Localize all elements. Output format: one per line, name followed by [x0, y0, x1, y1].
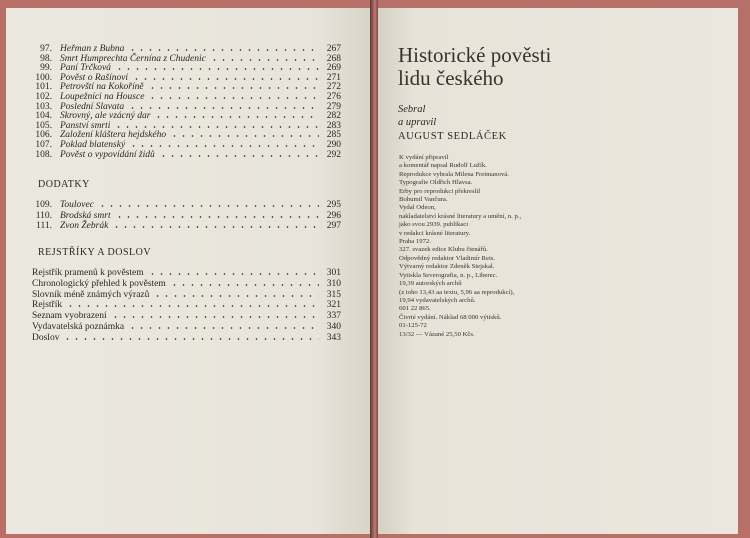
toc-entry-title: Loupežníci na Housce	[60, 92, 145, 102]
toc-entry-title: Seznam vyobrazení	[32, 311, 107, 322]
toc-entry-number: 106.	[35, 130, 52, 141]
toc-entry-page: 272	[326, 82, 341, 93]
toc-dot-leader	[115, 211, 319, 219]
toc-entry-title: Slovník méně známých výrazů	[32, 289, 150, 300]
toc-entry-number: 105.	[35, 120, 52, 131]
toc-dot-leader	[170, 130, 319, 138]
toc-entry-page: 296	[326, 210, 341, 221]
dodatky-heading: DODATKY	[38, 179, 90, 190]
toc-entry-number: 111.	[36, 221, 52, 231]
toc-entry-title: Poklad blatenský	[60, 140, 126, 150]
toc-entry-page: 283	[326, 120, 341, 131]
imprint-line: 19,39 autorských archů	[399, 280, 462, 288]
toc-entry-number: 101.	[35, 82, 52, 93]
toc-dot-leader	[210, 54, 319, 62]
toc-dot-leader	[132, 73, 319, 81]
toc-entry-number: 98.	[40, 53, 52, 64]
toc-entry-page: 279	[326, 101, 341, 112]
book-title-line: lidu českého	[398, 66, 504, 90]
book-title	[398, 44, 551, 90]
subtitle-line: Sebral	[398, 104, 426, 115]
toc-entry-title: Panství smrti	[60, 120, 111, 131]
imprint-line: Typografie Oldřich Hlavsa.	[399, 179, 473, 187]
toc-entry-title: Poslední Slavata	[60, 101, 125, 112]
toc-entry-title: Brodská smrt	[60, 210, 111, 221]
toc-dot-leader	[66, 300, 319, 308]
toc-entry-page: 343	[326, 332, 341, 343]
toc-dot-leader	[128, 102, 319, 110]
toc-dot-leader	[128, 322, 319, 330]
imprint-line: Praha 1972.	[399, 238, 431, 246]
toc-dot-leader	[170, 279, 319, 287]
toc-entry-page: 292	[326, 149, 341, 160]
toc-entry-number: 110.	[35, 210, 52, 221]
toc-entry	[18, 211, 341, 222]
toc-entry	[32, 322, 341, 333]
toc-entry-title: Doslov	[32, 332, 60, 343]
toc-entry	[32, 268, 341, 279]
toc-dot-leader	[159, 150, 319, 158]
toc-entry-page: 267	[326, 44, 341, 54]
toc-entry-number: 107.	[35, 140, 52, 150]
toc-dot-leader	[111, 311, 319, 319]
toc-dot-leader	[154, 111, 319, 119]
toc-entry-number: 100.	[35, 72, 52, 83]
imprint-line: Čtvrté vydání. Náklad 68 000 výtisků.	[399, 313, 502, 321]
toc-entry-page: 297	[326, 221, 341, 231]
author-name: AUGUST SEDLÁČEK	[398, 131, 507, 142]
toc-entry-title: Rejstřík pramenů k pověstem	[32, 268, 144, 278]
toc-entry-page: 290	[326, 140, 341, 150]
toc-entry-number: 99.	[40, 63, 52, 74]
toc-dot-leader	[63, 333, 319, 341]
toc-entry-page: 271	[326, 72, 341, 83]
toc-dot-leader	[129, 140, 319, 148]
toc-entry-page: 295	[326, 200, 341, 210]
toc-entry	[32, 300, 341, 311]
toc-entry-number: 97.	[40, 44, 52, 54]
imprint-line: 19,94 vydavatelských archů.	[399, 296, 476, 304]
toc-entry	[32, 290, 341, 301]
rejstriky-heading: REJSTŘÍKY A DOSLOV	[38, 247, 152, 258]
toc-dot-leader	[114, 121, 319, 129]
imprint-line: 13/32 — Vázané 25,50 Kčs.	[399, 330, 475, 338]
toc-entry-title: Paní Trčková	[60, 63, 111, 74]
toc-entry-page: 310	[326, 278, 341, 289]
imprint-line: Vytiskla Severografia, n. p., Liberec.	[399, 271, 498, 279]
imprint-line: 327. svazek edice Klubu čtenářů.	[399, 246, 488, 254]
imprint-line: 601 22 865.	[399, 305, 431, 313]
toc-dot-leader	[98, 200, 319, 208]
toc-entry-title: Petrovští na Kokoříně	[60, 82, 144, 93]
toc-entry-number: 108.	[35, 149, 52, 160]
toc-entry-title: Zvon Žebrák	[60, 221, 109, 231]
subtitle-line: a upravil	[398, 117, 437, 128]
toc-entry-number: 109.	[35, 200, 52, 210]
imprint-line: (z toho 13,43 aa textu, 5,96 aa reprodukcí),	[399, 288, 515, 296]
toc-entry-title: Heřman z Bubna	[60, 44, 125, 54]
toc-entry-page: 285	[326, 130, 341, 141]
imprint-line: nakladatelství krásné literatury a umění, n. p.,	[399, 212, 522, 220]
toc-entry-title: Vydavatelská poznámka	[32, 322, 125, 332]
toc-entry	[18, 150, 341, 161]
toc-dot-leader	[115, 63, 319, 71]
imprint-line: Odpovědný redaktor Vladimír Reis.	[399, 254, 496, 262]
imprint-line: a komentář napsal Rudolf Lužík.	[399, 162, 487, 170]
toc-dot-leader	[112, 221, 319, 229]
toc-entry-number: 103.	[35, 101, 52, 112]
imprint-line: Bohumil Vančura.	[399, 196, 448, 204]
toc-entry-page: 268	[326, 53, 341, 64]
toc-entry-title: Chronologický přehled k pověstem	[32, 278, 166, 289]
toc-entry-page: 282	[326, 111, 341, 122]
toc-entry-page: 315	[326, 289, 341, 300]
toc-entry-title: Pověst o Rašínovi	[60, 72, 129, 83]
toc-entry-number: 104.	[35, 111, 52, 122]
imprint-block	[399, 154, 521, 339]
toc-entry-title: Skrovný, ale vzácný dar	[60, 111, 151, 122]
toc-entry-page: 301	[326, 268, 341, 278]
imprint-line: jako svou 2939. publikaci	[399, 221, 469, 229]
toc-entry-page: 321	[326, 300, 341, 311]
toc-entry	[32, 279, 341, 290]
toc-entry-number: 102.	[35, 92, 52, 102]
toc-entry	[32, 333, 341, 344]
book-title-line: Historické pověsti	[398, 43, 552, 67]
imprint-line: K vydání připravil	[399, 154, 449, 161]
toc-dot-leader	[153, 290, 319, 298]
toc-entry	[32, 311, 341, 322]
toc-entry	[18, 200, 341, 211]
imprint-line: Výtvarný redaktor Zdeněk Stejskal.	[399, 263, 495, 271]
toc-entry-title: Smrt Humprechta Černína z Chudenic	[60, 53, 206, 64]
imprint-line: v redakci krásné literatury.	[399, 229, 471, 237]
book-subtitle	[398, 103, 436, 129]
imprint-line: 01-125-72	[399, 322, 427, 330]
toc-entry-title: Založení kláštera hejdského	[60, 130, 167, 141]
toc-entry-title: Toulovec	[60, 200, 94, 210]
toc-dot-leader	[148, 82, 319, 90]
toc-entry-page: 276	[326, 92, 341, 102]
toc-entry-title: Pověst o vypovídání židů	[60, 149, 155, 160]
toc-dot-leader	[148, 268, 319, 276]
toc-entry-title: Rejstřík	[32, 300, 63, 311]
toc-dot-leader	[148, 92, 319, 100]
imprint-line: Reprodukce vybrala Milena Freimanová.	[399, 170, 509, 178]
toc-entry-page: 337	[326, 311, 341, 322]
toc-entry-page: 269	[326, 63, 341, 74]
toc-entry-page: 340	[326, 322, 341, 332]
imprint-line: Erby pro reprodukci překreslil	[399, 187, 481, 195]
book-spine-gutter	[370, 0, 378, 538]
imprint-line: Vydal Odeon,	[399, 204, 436, 212]
toc-dot-leader	[128, 44, 319, 52]
toc-entry	[18, 221, 341, 232]
